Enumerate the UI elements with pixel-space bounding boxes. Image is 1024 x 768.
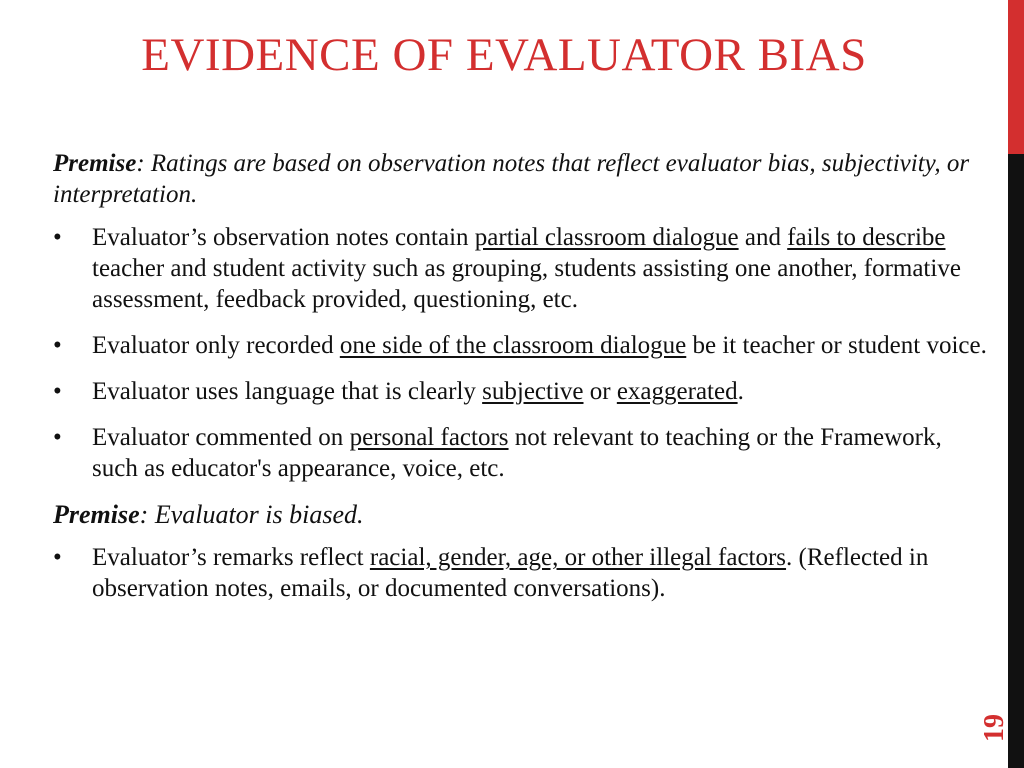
bullet-text: Evaluator’s observation notes contain xyxy=(92,224,475,251)
bullet-text: Evaluator’s remarks reflect xyxy=(92,544,370,571)
underlined-phrase: exaggerated xyxy=(616,378,738,405)
list-item xyxy=(53,376,993,407)
bullet-text: teacher and student activity such as grouping, students assisting one another, formative assessment, feedback provided, questioning, etc. xyxy=(92,255,961,313)
bullet-text: and xyxy=(738,224,788,251)
underlined-phrase: racial, gender, age, or other illegal factors xyxy=(369,544,787,571)
underlined-phrase: fails to describe xyxy=(787,224,946,251)
bullet-glyph: • xyxy=(53,378,62,405)
bullet-list-ratings xyxy=(53,222,993,484)
bullet-list-biased xyxy=(53,542,993,604)
bullet-glyph: • xyxy=(53,224,62,251)
bullet-glyph: • xyxy=(53,332,62,359)
slide-content xyxy=(53,148,993,619)
premise-label: Premise xyxy=(53,500,140,529)
underlined-phrase: personal factors xyxy=(349,424,509,451)
bullet-text: . (Reflected in observation notes, emails, or documented conversations). xyxy=(92,544,929,602)
bullet-text: or xyxy=(583,378,617,405)
page-number: 19 xyxy=(979,714,1010,742)
bullet-glyph: • xyxy=(53,424,62,451)
list-item xyxy=(53,222,993,315)
list-item xyxy=(53,422,993,484)
bullet-glyph: • xyxy=(53,544,62,571)
bullet-text: Evaluator commented on xyxy=(92,424,350,451)
premise-label: Premise xyxy=(53,150,137,177)
premise-ratings xyxy=(53,148,993,210)
premise-biased xyxy=(53,499,993,530)
bullet-text: Evaluator only recorded xyxy=(92,332,340,359)
bullet-text: . xyxy=(737,378,744,405)
sidebar-accent-dark xyxy=(1008,154,1024,768)
underlined-phrase: partial classroom dialogue xyxy=(474,224,739,251)
list-item xyxy=(53,330,993,361)
sidebar-accent-red xyxy=(1008,0,1024,154)
slide-title: EVIDENCE OF EVALUATOR BIAS xyxy=(141,29,867,81)
bullet-text: not relevant to teaching or the Framework, such as educator's appearance, voice, etc. xyxy=(92,424,942,482)
list-item xyxy=(53,542,993,604)
bullet-text: be it teacher or student voice. xyxy=(686,332,987,359)
underlined-phrase: one side of the classroom dialogue xyxy=(339,332,687,359)
bullet-text: Evaluator uses language that is clearly xyxy=(92,378,483,405)
premise-text: : Ratings are based on observation notes that reflect evaluator bias, subjectivity, or interpretation. xyxy=(53,150,970,208)
premise-text: : Evaluator is biased. xyxy=(139,500,364,529)
underlined-phrase: subjective xyxy=(482,378,584,405)
